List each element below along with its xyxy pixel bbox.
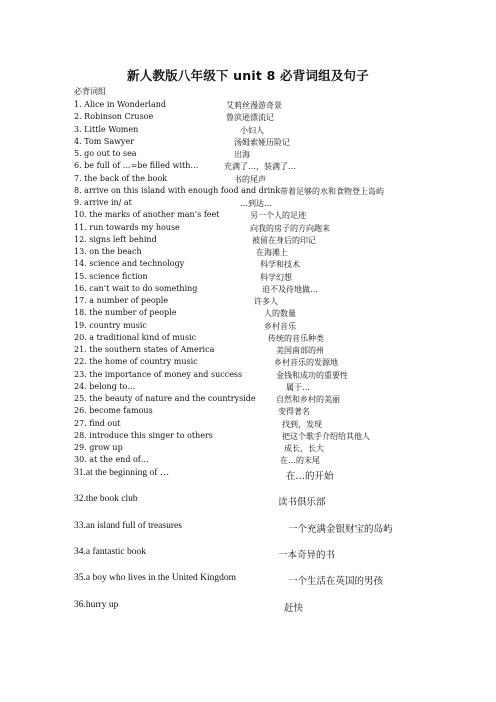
phrase-chinese: 赶快 <box>284 603 304 614</box>
phrase-chinese: 美国南部的州 <box>276 346 324 355</box>
phrase-english: 12. signs left behind <box>74 234 157 244</box>
phrase-chinese: 小妇人 <box>240 125 264 135</box>
phrase-chinese: 书的尾声 <box>234 174 266 184</box>
phrase-chinese: 一本奇异的书 <box>278 550 336 561</box>
phrase-english: 36.hurry up <box>74 600 119 610</box>
phrase-chinese: 艾莉丝漫游奇景 <box>226 101 282 110</box>
phrase-chinese: 乡村音乐 <box>264 321 296 331</box>
phrase-english: 15. science fiction <box>74 271 148 281</box>
phrase-chinese: 把这个歌手介绍给其他人 <box>282 431 370 441</box>
phrase-chinese: 被留在身后的印记 <box>252 235 316 245</box>
phrase-english: 20. a traditional kind of music <box>74 332 197 342</box>
phrase-english: 5. go out to sea <box>74 149 137 158</box>
document-title: 新人教版八年级下 unit 8 必背词组及句子 <box>127 68 369 83</box>
phrase-english: 30. at the end of… <box>74 455 149 465</box>
phrase-chinese: 汤姆索娅历险记 <box>234 137 290 147</box>
phrase-english: 16. can’t wait to do something <box>74 283 198 293</box>
phrase-chinese: 在海滩上 <box>256 248 288 257</box>
phrase-chinese: 在…的开始 <box>286 471 334 482</box>
phrase-chinese: 在…的末尾 <box>280 456 320 466</box>
phrase-chinese: 另一个人的足迹 <box>250 211 306 221</box>
phrase-english: 21. the southern states of America <box>74 345 215 354</box>
phrase-english: 1. Alice in Wonderland <box>74 100 167 109</box>
phrase-english: 28. introduce this singer to others <box>74 430 213 440</box>
phrase-english: 23. the importance of money and success <box>74 369 243 379</box>
phrase-chinese: 带着足够的水和食物登上岛屿 <box>280 186 384 196</box>
phrase-chinese: 传统的音乐种类 <box>268 333 324 343</box>
phrase-english: 6. be full of …=be filled with… <box>74 161 199 171</box>
phrase-chinese: 迫不及待地做… <box>262 284 318 294</box>
phrase-chinese: 人的数量 <box>264 309 296 319</box>
phrase-english: 34.a fantastic book <box>74 547 147 557</box>
phrase-english: 3. Little Women <box>74 124 139 134</box>
phrase-english: 29. grow up <box>74 443 123 452</box>
phrase-chinese: 出海 <box>234 150 250 159</box>
phrase-chinese: …到达… <box>240 199 272 208</box>
phrase-chinese: 充满了…，装满了… <box>224 162 296 172</box>
phrase-english: 22. the home of country music <box>74 357 198 367</box>
phrase-english: 19. country music <box>74 320 147 330</box>
phrase-chinese: 科学和技术 <box>260 260 300 270</box>
phrase-english: 2. Robinson Crusoe <box>74 112 154 122</box>
phrase-english: 26. become famous <box>74 406 153 416</box>
phrase-chinese: 成长，长大 <box>284 444 324 453</box>
phrase-chinese: 变得著名 <box>278 407 310 417</box>
phrase-english: 9. arrive in/ at <box>74 198 132 207</box>
phrase-english: 4. Tom Sawyer <box>74 136 135 146</box>
phrase-english: 13. on the beach <box>74 247 142 256</box>
phrase-english: 35.a boy who lives in the United Kingdom <box>74 573 237 583</box>
phrase-chinese: 金钱和成功的重要性 <box>276 370 348 380</box>
phrase-english: 7. the back of the book <box>74 173 168 183</box>
phrase-english: 33.an island full of treasures <box>74 521 182 531</box>
phrase-chinese: 向我的房子的方向跑来 <box>250 223 330 233</box>
section-heading: 必背词组 <box>74 87 106 96</box>
phrase-english: 8. arrive on this island with enough food and drink <box>74 185 281 195</box>
phrase-chinese: 一个生活在英国的男孩 <box>288 576 384 587</box>
phrase-english: 11. run towards my house <box>74 222 180 232</box>
phrase-english: 27. find out <box>74 418 121 428</box>
phrase-english: 32.the book club <box>74 494 138 504</box>
phrase-english: 18. the number of people <box>74 308 177 318</box>
phrase-chinese: 许多人 <box>254 297 278 306</box>
phrase-chinese: 自然和乡村的美丽 <box>276 395 340 404</box>
phrase-english: 10. the marks of another man’s feet <box>74 210 220 220</box>
phrase-english: 17. a number of people <box>74 296 169 305</box>
phrase-chinese: 读书俱乐部 <box>278 497 326 508</box>
phrase-english: 24. belong to… <box>74 381 136 391</box>
phrase-english: 25. the beauty of nature and the countryside <box>74 394 256 403</box>
phrase-english: 14. science and technology <box>74 259 185 269</box>
phrase-chinese: 科学幻想 <box>260 272 292 282</box>
phrase-chinese: 乡村音乐的发源地 <box>274 358 338 368</box>
phrase-chinese: 找到，发现 <box>282 419 322 429</box>
phrase-english: 31.at the beginning of … <box>74 468 170 478</box>
phrase-chinese: 一个充满金银财宝的岛屿 <box>288 524 393 535</box>
phrase-chinese: 鲁滨逊漂流记 <box>226 113 274 123</box>
phrase-chinese: 属于… <box>286 382 310 392</box>
